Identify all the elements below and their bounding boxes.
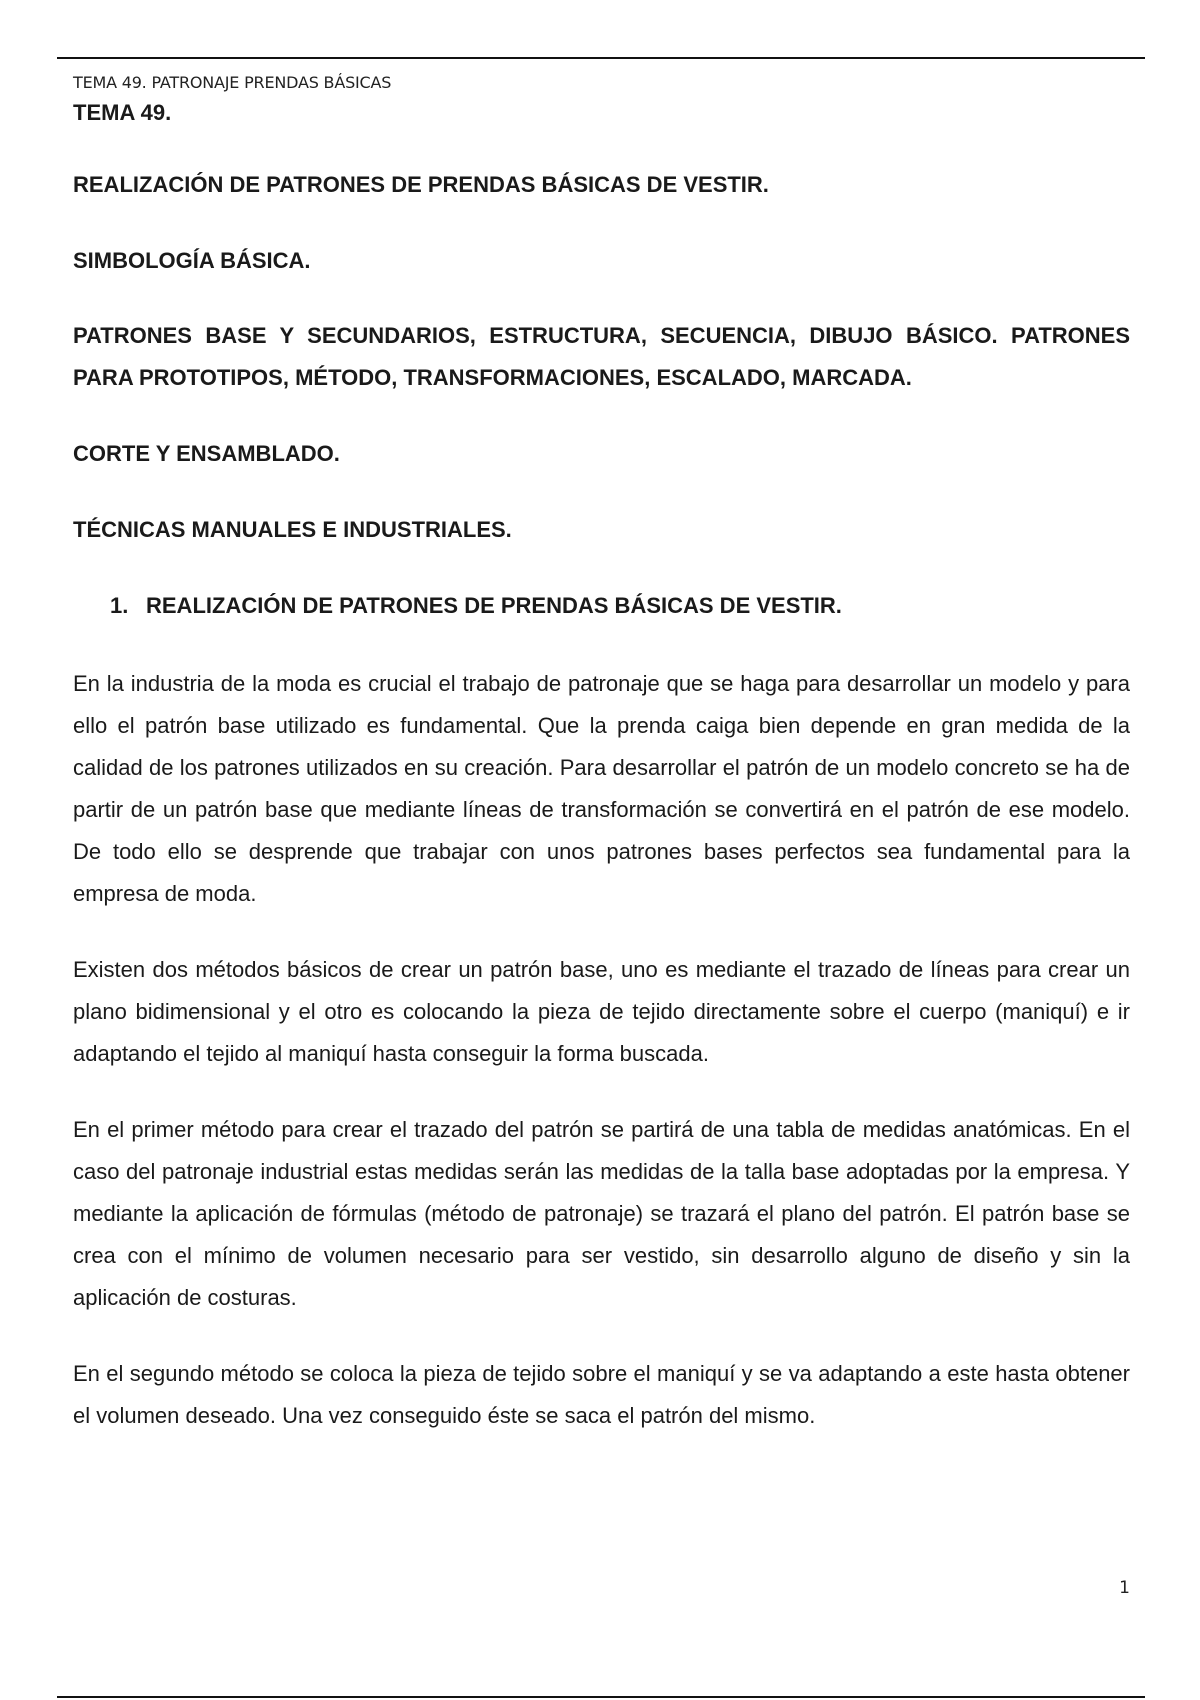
- paragraph: En la industria de la moda es crucial el trabajo de patronaje que se haga para desarrollar un modelo y para ello el patrón base utilizado es fundamental. Que la prenda caiga bien depende en gran medida de la calidad de los patrones utilizados en su creación. Para desarrollar el patrón de un modelo concreto se ha de partir de un patrón base que mediante líneas de transformación se convertirá en el patrón de ese modelo. De todo ello se desprende que trabajar con unos patrones bases perfectos sea fundamental para la empresa de moda.: [73, 671, 1130, 906]
- paragraph: En el primer método para crear el trazado del patrón se partirá de una tabla de medidas anatómicas. En el caso del patronaje industrial estas medidas serán las medidas de la talla base adoptadas por la empresa. Y mediante la aplicación de fórmulas (método de patronaje) se trazará el plano del patrón. El patrón base se crea con el mínimo de volumen necesario para ser vestido, sin desarrollo alguno de diseño y sin la aplicación de costuras.: [73, 1117, 1130, 1310]
- heading-main: REALIZACIÓN DE PATRONES DE PRENDAS BÁSICAS DE VESTIR.: [73, 172, 769, 197]
- heading-corte: CORTE Y ENSAMBLADO.: [73, 441, 340, 466]
- heading-patrones: PATRONES BASE Y SECUNDARIOS, ESTRUCTURA, SECUENCIA, DIBUJO BÁSICO. PATRONES PARA PROTOTIPOS, MÉTODO, TRANSFORMACIONES, ESCALADO, MARCADA.: [73, 323, 1130, 390]
- section-1-text: REALIZACIÓN DE PATRONES DE PRENDAS BÁSICAS DE VESTIR.: [146, 593, 842, 618]
- section-1-title: [110, 585, 1130, 627]
- header-rule: [57, 57, 1145, 59]
- footer-rule: [57, 1696, 1145, 1698]
- paragraph: Existen dos métodos básicos de crear un patrón base, uno es mediante el trazado de líneas para crear un plano bidimensional y el otro es colocando la pieza de tejido directamente sobre el cuerpo (maniquí) e ir adaptando el tejido al maniquí hasta conseguir la forma buscada.: [73, 957, 1130, 1066]
- tema-label: TEMA 49.: [73, 100, 172, 125]
- heading-tecnicas: TÉCNICAS MANUALES E INDUSTRIALES.: [73, 517, 512, 542]
- paragraph: En el segundo método se coloca la pieza de tejido sobre el maniquí y se va adaptando a este hasta obtener el volumen deseado. Una vez conseguido éste se saca el patrón del mismo.: [73, 1361, 1130, 1428]
- heading-simbologia: SIMBOLOGÍA BÁSICA.: [73, 248, 311, 273]
- section-1-number: 1.: [110, 593, 129, 618]
- running-header: TEMA 49. PATRONAJE PRENDAS BÁSICAS: [73, 73, 392, 92]
- document-body: [73, 96, 1130, 1437]
- page-number: 1: [1119, 1578, 1130, 1598]
